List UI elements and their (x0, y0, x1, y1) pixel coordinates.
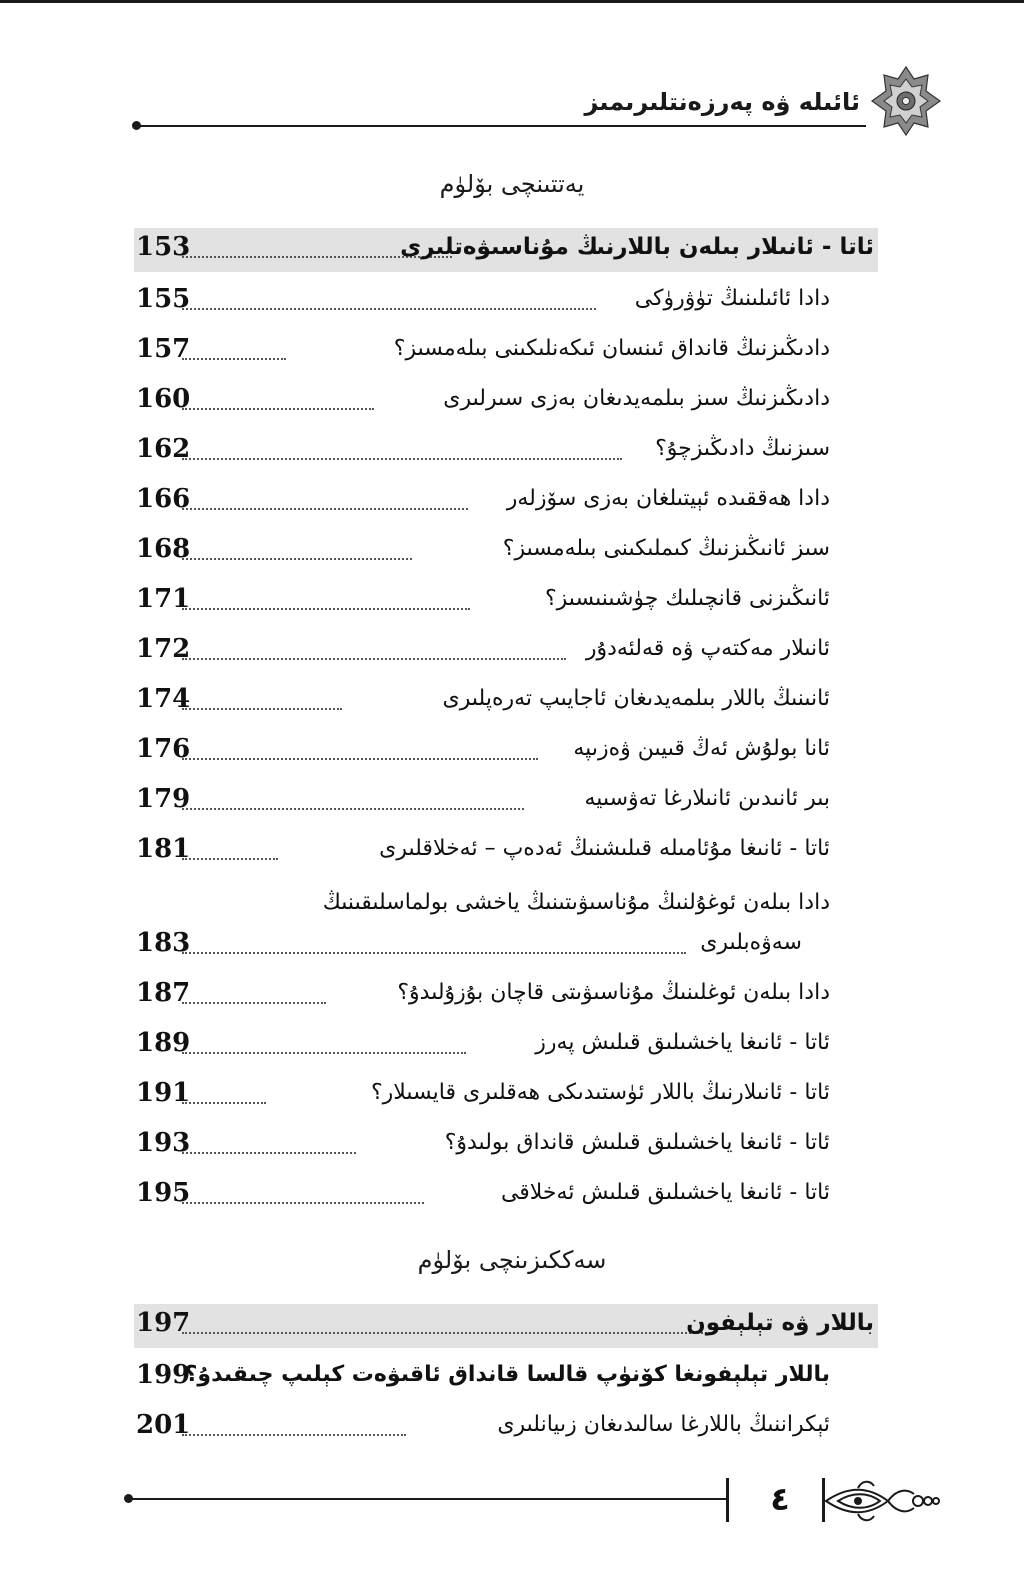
leader-dots (182, 658, 566, 660)
toc-row[interactable] (0, 330, 1024, 374)
toc-page-number: 168 (136, 534, 191, 564)
leader-dots (182, 458, 622, 460)
toc-page-number: 183 (136, 928, 191, 958)
toc-entry-title: ئانا بولۇش ئەڭ قىيىن ۋەزىپە (573, 736, 830, 761)
toc-page-number: 171 (136, 584, 191, 614)
toc-row[interactable] (0, 1356, 1024, 1400)
toc-entry-title: دادا ھەققىدە ئېيتىلغان بەزى سۆزلەر (506, 486, 830, 511)
leader-dots (182, 308, 596, 310)
toc-entry-title: ئانىلار مەكتەپ ۋە قەلئەدۇر (585, 636, 830, 661)
toc-row[interactable] (0, 1406, 1024, 1450)
book-title: ئائىلە ۋە پەرزەنتلىرىمىز (584, 88, 860, 116)
toc-page-number: 187 (136, 978, 191, 1008)
toc-row[interactable] (0, 974, 1024, 1018)
toc-page-number: 166 (136, 484, 191, 514)
toc-page-number: 195 (136, 1178, 191, 1208)
toc-entry-title: ئانىڭىزنى قانچىلىك چۈشىنىسىز؟ (544, 586, 830, 611)
toc-page-number: 176 (136, 734, 191, 764)
floral-ornament-icon (818, 1476, 942, 1526)
leader-dots (182, 408, 374, 410)
leader-dots (182, 808, 524, 810)
toc-entry-title: سىز ئانىڭىزنىڭ كىملىكىنى بىلەمسىز؟ (502, 536, 830, 561)
toc-entry-title: دادىڭىزنىڭ قانداق ئىنسان ئىكەنلىكىنى بىلەمسىز؟ (393, 336, 830, 361)
toc-entry-title: دادا ئائىلىنىڭ تۈۋرۈكى (634, 286, 830, 311)
toc-entry-title: ئاتا - ئانىغا ياخشىلىق قىلىش ئەخلاقى (500, 1180, 830, 1205)
toc-entry-title: ئېكراننىڭ باللارغا سالىدىغان زىيانلىرى (497, 1412, 830, 1437)
toc-page-number: 189 (136, 1028, 191, 1058)
toc-row[interactable] (0, 580, 1024, 624)
toc-page-number: 191 (136, 1078, 191, 1108)
toc-row[interactable] (0, 730, 1024, 774)
toc-entry-title: باللار ۋە تېلېفون (686, 1310, 874, 1336)
toc-page-number: 155 (136, 284, 191, 314)
leader-dots (182, 758, 538, 760)
leader-dots (182, 858, 278, 860)
leader-dots (182, 1434, 406, 1436)
leader-dots (182, 1002, 326, 1004)
toc-row[interactable] (0, 380, 1024, 424)
toc-row[interactable] (0, 1074, 1024, 1118)
toc-row[interactable] (0, 830, 1024, 874)
toc-entry-title: ئاتا - ئانىغا ياخشىلىق قىلىش پەرز (535, 1030, 830, 1055)
footer-divider (726, 1478, 729, 1522)
toc-page-number: 201 (136, 1410, 191, 1440)
toc-page-number: 153 (136, 232, 191, 262)
toc-row[interactable] (0, 280, 1024, 324)
toc-entry-title: دادا بىلەن ئوغلىنىڭ مۇناسىۋىتى قاچان بۇزۇلىدۇ؟ (397, 980, 830, 1005)
toc-entry-title: ئاتا - ئانىغا ياخشىلىق قىلىش قانداق بولىدۇ؟ (444, 1130, 830, 1155)
toc-chapter-row[interactable] (0, 1304, 1024, 1348)
leader-dots (182, 358, 286, 360)
leader-dots (182, 1332, 710, 1334)
toc-row[interactable] (0, 924, 1024, 968)
toc-row[interactable] (0, 780, 1024, 824)
toc-entry-title: ئانىنىڭ باللار بىلمەيدىغان ئاجايىپ تەرەپلىرى (442, 686, 830, 711)
toc-row[interactable] (0, 1024, 1024, 1068)
toc-row[interactable] (0, 430, 1024, 474)
toc-entry-title: ئاتا - ئانىلارنىڭ باللار ئۈستىدىكى ھەقلىرى قايسىلار؟ (370, 1080, 830, 1105)
footer-rule (130, 1498, 726, 1500)
toc-page-number: 174 (136, 684, 191, 714)
toc-page-number: 160 (136, 384, 191, 414)
toc-entry-title: سەۋەبلىرى (700, 930, 802, 955)
page-footer (0, 1470, 1024, 1530)
page-number: ٤ (770, 1480, 790, 1518)
toc-page-number: 157 (136, 334, 191, 364)
toc-page-number: 197 (136, 1308, 191, 1338)
leader-dots (182, 608, 470, 610)
section-heading-seven: يەتتىنچى بۆلۈم (439, 170, 585, 198)
top-border (0, 0, 1024, 3)
toc-page-number: 199 (136, 1360, 191, 1390)
toc-row[interactable] (0, 1174, 1024, 1218)
toc-row[interactable] (0, 480, 1024, 524)
leader-dots (182, 558, 412, 560)
toc-entry-title: سىزنىڭ دادىڭىزچۇ؟ (655, 436, 830, 461)
toc-entry-title: باللار تېلېفونغا كۆنۈپ قالسا قانداق ئاقىۋەت كېلىپ چىقىدۇ؟ (184, 1362, 830, 1387)
running-header (0, 60, 1024, 140)
toc-page-number: 172 (136, 634, 191, 664)
toc-entry-title: ئاتا - ئانىغا مۇئامىلە قىلىشنىڭ ئەدەپ – ئەخلاقلىرى (379, 836, 830, 861)
toc-entry-title: دادىڭىزنىڭ سىز بىلمەيدىغان بەزى سىرلىرى (443, 386, 830, 411)
leader-dots (182, 508, 468, 510)
rosette-ornament-icon (870, 65, 942, 137)
toc-row[interactable] (0, 530, 1024, 574)
toc-page-number: 179 (136, 784, 191, 814)
leader-dots (182, 952, 686, 954)
toc-page-number: 193 (136, 1128, 191, 1158)
leader-dots (182, 1102, 266, 1104)
leader-dots (182, 708, 342, 710)
toc-entry-title: ئاتا - ئانىلار بىلەن باللارنىڭ مۇناسىۋەتلىرى (400, 234, 874, 260)
section-heading-eight: سەككىزىنچى بۆلۈم (417, 1246, 607, 1274)
toc-page-number: 181 (136, 834, 191, 864)
toc-entry-title-line1: دادا بىلەن ئوغۇلنىڭ مۇناسىۋىتىنىڭ ياخشى بولماسلىقىنىڭ (322, 890, 830, 915)
leader-dots (182, 1052, 466, 1054)
leader-dots (182, 1202, 424, 1204)
toc-row[interactable] (0, 1124, 1024, 1168)
toc-page-number: 162 (136, 434, 191, 464)
toc-row[interactable] (0, 680, 1024, 724)
header-rule (138, 125, 866, 127)
leader-dots (182, 1152, 356, 1154)
toc-entry-title: بىر ئانىدىن ئانىلارغا تەۋسىيە (584, 786, 830, 811)
toc-row[interactable] (0, 630, 1024, 674)
toc-chapter-row[interactable] (0, 228, 1024, 272)
